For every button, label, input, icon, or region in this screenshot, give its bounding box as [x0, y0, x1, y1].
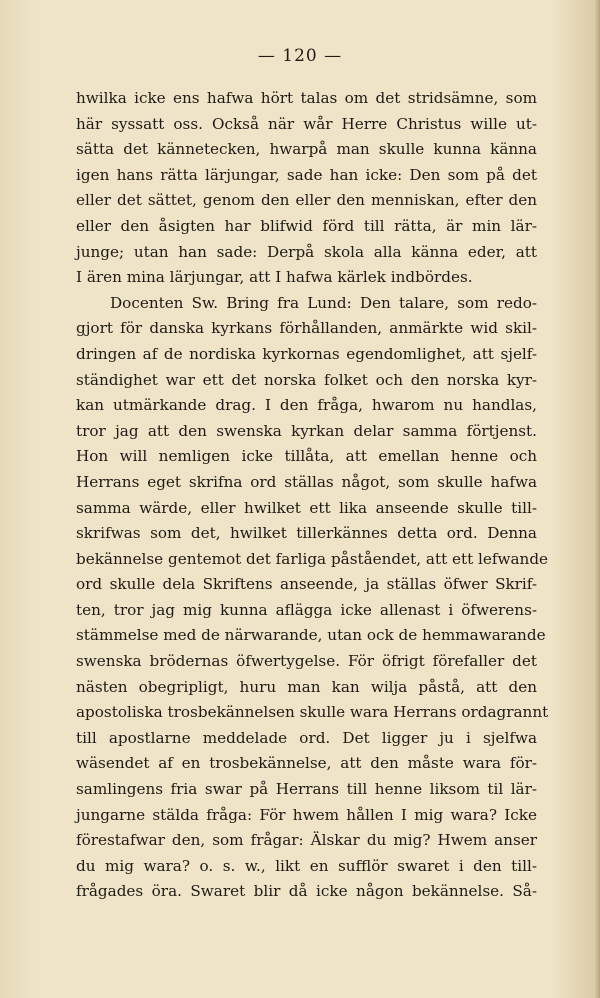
text-line: hwilka icke ens hafwa hört talas om det stridsämne, som [76, 89, 537, 107]
text-line: ord skulle dela Skriftens anseende, ja ställas öfwer Skrif- [76, 575, 537, 594]
text-line: gjort för danska kyrkans förhållanden, anmärkte wid skil- [76, 319, 537, 338]
text-line: till apostlarne meddelade ord. Det ligger ju i sjelfwa [76, 728, 537, 747]
text-line: apostoliska trosbekännelsen skulle wara Herrans ordagrannt [76, 703, 549, 722]
text-line: dringen af de nordiska kyrkornas egendomlighet, att sjelf- [76, 344, 537, 363]
text-line: nästen obegripligt, huru man kan wilja påstå, att den [76, 677, 537, 696]
text-line: Herrans eget skrifna ord ställas något, som skulle hafwa [76, 472, 537, 491]
text-line: sätta det kännetecken, hwarpå man skulle kunna känna [76, 140, 537, 159]
text-line: förestafwar den, som frågar: Älskar du mig? Hwem anser [76, 831, 537, 850]
text-line: jungarne stälda fråga: För hwem hållen I mig wara? Icke [76, 805, 537, 824]
text-line: ten, tror jag mig kunna aflägga icke allenast i öfwerens- [76, 600, 537, 619]
text-line: samlingens fria swar på Herrans till henne liksom til lär- [76, 780, 537, 799]
text-line: I ären mina lärjungar, att I hafwa kärlek indbördes. [76, 268, 473, 287]
body-text [76, 86, 549, 905]
text-line: Docenten Sw. Bring fra Lund: Den talare, som redo- [110, 293, 537, 312]
text-line: här syssatt oss. Också när wår Herre Christus wille ut- [76, 114, 537, 133]
text-line: stämmelse med de närwarande, utan ock de hemmawarande [76, 626, 546, 645]
text-line: samma wärde, eller hwilket ett lika anseende skulle till- [76, 498, 537, 517]
text-line: frågades öra. Swaret blir då icke någon bekännelse. Så- [76, 882, 537, 901]
page-edge [595, 0, 600, 998]
text-line: skrifwas som det, hwilket tillerkännes detta ord. Denna [76, 524, 537, 543]
text-line: eller det sättet, genom den eller den menniskan, efter den [76, 191, 537, 210]
text-line: bekännelse gentemot det farliga påståendet, att ett lefwande [76, 549, 549, 568]
text-line: kan utmärkande drag. I den fråga, hwarom nu handlas, [76, 396, 537, 415]
text-line: igen hans rätta lärjungar, sade han icke: Den som på det [76, 165, 537, 184]
text-line: du mig wara? o. s. w., likt en sufflör swaret i den till- [76, 856, 537, 875]
text-line: swenska brödernas öfwertygelse. För öfrigt förefaller det [76, 652, 537, 671]
text-line: Hon will nemligen icke tillåta, att emellan henne och [76, 447, 537, 466]
text-line: wäsendet af en trosbekännelse, att den måste wara för- [76, 754, 537, 773]
text-line: eller den åsigten har blifwid förd till rätta, är min lär- [76, 216, 537, 235]
page-number: — 120 — [257, 46, 343, 66]
text-line: ständighet war ett det norska folket och den norska kyr- [76, 370, 537, 389]
text-line: tror jag att den swenska kyrkan delar samma förtjenst. [76, 421, 537, 440]
text-line: junge; utan han sade: Derpå skola alla känna eder, att [76, 242, 537, 261]
